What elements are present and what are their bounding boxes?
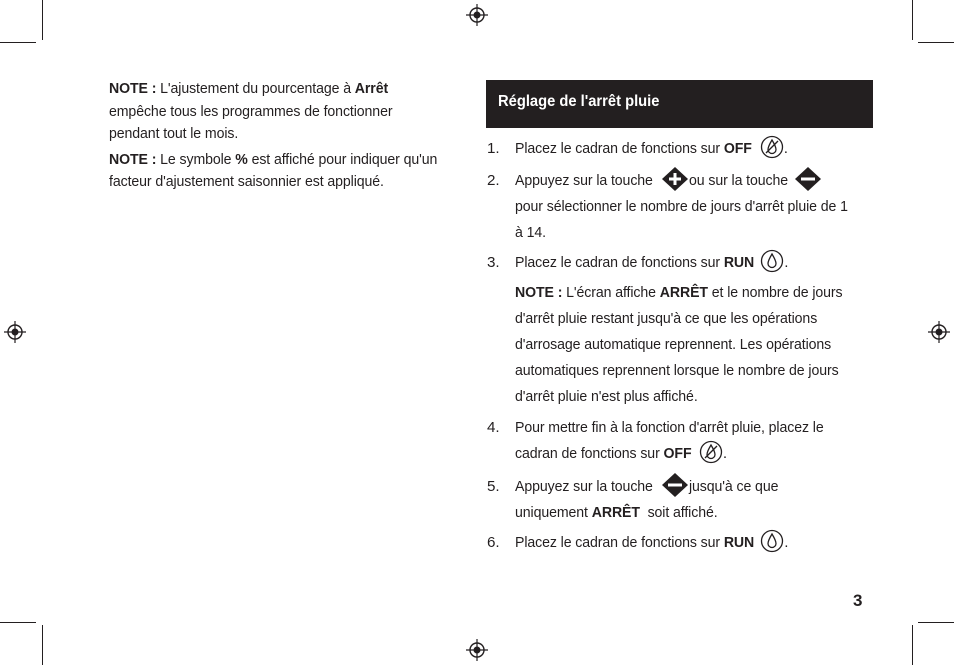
step-text [515,220,875,246]
display-text-arret: ARRÊT [591,504,640,521]
step-text-part: cadran de fonctions sur [515,445,664,462]
dial-position-run: RUN [723,254,755,271]
step-text [515,441,875,467]
step-text-part: Appuyez sur la touche [515,172,653,189]
step-number: 4. [487,419,500,436]
note-bold: Arrêt [354,80,389,97]
step-number: 6. [487,534,500,551]
step-text-part: . [784,254,789,271]
section-header [486,80,873,128]
minus-button-icon [661,472,689,498]
dial-position-off: OFF [723,140,752,157]
note-line [515,332,875,358]
registration-mark-icon [928,321,950,343]
note-text: d'arrosage automatique reprennent. Les opérations [515,336,832,353]
step-text [515,530,875,556]
plus-button-icon [661,166,689,192]
note-line [515,306,875,332]
step-text-part: Placez le cadran de fonctions sur [515,534,724,551]
note-text: d'arrêt pluie n'est plus affiché. [515,388,698,405]
note-symbol [109,149,444,194]
left-notes [109,78,444,197]
step-number: 3. [487,254,500,271]
crop-mark [42,625,43,665]
note-line [515,280,875,306]
note-text: d'arrêt pluie restant jusqu'à ce que les opérations [515,310,818,327]
note-text: et le nombre de jours [707,284,843,301]
crop-mark [42,0,43,40]
off-dial-icon [760,135,784,159]
registration-mark-icon [4,321,26,343]
step-text-part: Placez le cadran de fonctions sur [515,254,724,271]
note-adjustment [109,78,444,146]
step-text-part: Appuyez sur la touche [515,478,653,495]
section-title: Réglage de l'arrêt pluie [498,93,660,110]
note-bold: ARRÊT [659,284,708,301]
step-text [515,168,875,194]
step-number: 5. [487,478,500,495]
step-text-part: soit affiché. [639,504,718,521]
note-line [515,384,875,410]
step-text-part: Pour mettre fin à la fonction d'arrêt pluie, placez le [515,419,824,436]
step-text [515,474,875,500]
step-text-part: pour sélectionner le nombre de jours d'arrêt pluie de 1 [515,198,848,215]
step-number: 2. [487,172,500,189]
note-text: Le symbole [156,150,236,168]
step-text-part: . [784,534,789,551]
crop-mark [912,625,913,665]
step-text-part: jusqu'à ce que [689,478,779,495]
run-dial-icon [760,529,784,553]
note-label: NOTE : [515,284,563,301]
run-dial-icon [760,249,784,273]
note-label: NOTE : [109,150,157,168]
crop-mark [918,622,954,623]
step-text [515,500,875,526]
note-text: est affiché pour indiquer qu'un [247,150,438,168]
registration-mark-icon [466,4,488,26]
crop-mark [912,0,913,40]
crop-mark [0,622,36,623]
note-bold: % [235,150,248,168]
step-text-part: . [722,445,728,462]
step-text-part: à 14. [515,224,546,241]
step-text-part: uniquement [515,504,592,521]
crop-mark [0,42,36,43]
step-number: 1. [487,140,500,157]
step-text [515,136,875,162]
note-text: L'écran affiche [562,284,660,301]
note-line [515,358,875,384]
minus-button-icon [794,166,822,192]
crop-mark [918,42,954,43]
step-text [515,415,875,441]
step-text-part: Placez le cadran de fonctions sur [515,140,724,157]
registration-mark-icon [466,639,488,661]
step-text [515,250,875,276]
note-text: automatiques reprennent lorsque le nombre de jours [515,362,839,379]
note-text: pendant tout le mois. [109,125,239,142]
step-text-part: ou sur la touche [689,172,789,189]
step-text-part: . [783,140,788,157]
dial-position-off: OFF [663,445,692,462]
step-text [515,194,875,220]
off-dial-icon [699,440,723,464]
dial-position-run: RUN [723,534,755,551]
page-number: 3 [853,591,863,610]
note-text: facteur d'ajustement saisonnier est appliqué. [109,173,384,190]
note-text: L'ajustement du pourcentage à [156,80,355,97]
note-label: NOTE : [109,80,157,97]
note-text: empêche tous les programmes de fonctionner [109,102,393,120]
